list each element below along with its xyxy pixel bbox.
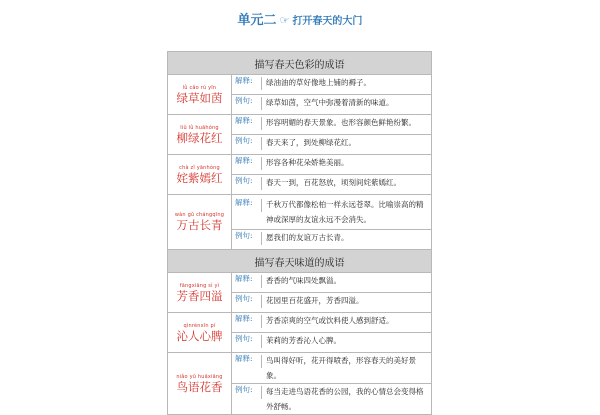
idiom-cell <box>168 155 232 195</box>
line-text: 茉莉的芳香沁人心脾。 <box>266 336 341 345</box>
explanation-cell <box>232 195 432 230</box>
explanation-cell <box>232 75 432 95</box>
line-text: 春天一到，百花怒放，顷刻间姹紫嫣红。 <box>266 178 401 187</box>
line-text: 芳香凉爽的空气或饮料使人感到舒适。 <box>266 316 394 325</box>
explanation-cell <box>232 313 432 333</box>
page-header <box>0 9 600 29</box>
example-cell <box>232 95 432 115</box>
idiom-text: 柳绿花红 <box>176 130 223 145</box>
page-title: 打开春天的大门 <box>292 16 363 27</box>
explanation-cell <box>232 155 432 175</box>
example-cell <box>232 333 432 353</box>
line-text: 香香的气味四处飘溢。 <box>266 276 341 285</box>
idiom-text: 万古长青 <box>176 218 223 232</box>
idiom-text: 鸟语花香 <box>176 379 223 394</box>
line-label: 解释: <box>235 116 253 125</box>
idiom-cell <box>168 75 232 115</box>
line-text: 每当走进鸟语花香的公园，我的心情总会变得格外舒畅。 <box>266 387 424 411</box>
explanation-cell <box>232 273 432 293</box>
pointing-hand-icon: ☞ <box>279 14 290 27</box>
idiom-cell <box>168 195 232 250</box>
line-label: 解释: <box>235 314 253 323</box>
line-label: 例句: <box>235 231 253 240</box>
idiom-text: 绿草如茵 <box>176 90 223 105</box>
example-cell <box>232 384 432 415</box>
line-label: 例句: <box>235 385 253 394</box>
idiom-cell <box>168 313 232 353</box>
idiom-pinyin: qìnrénxīn pí <box>183 322 216 329</box>
example-cell <box>232 230 432 250</box>
idiom-table <box>167 51 432 415</box>
line-label: 例句: <box>235 294 253 303</box>
line-label: 解释: <box>235 274 253 283</box>
table-row <box>168 75 432 95</box>
line-text: 形容明媚的春天景象。也形容颜色鲜艳纷繁。 <box>266 118 416 127</box>
line-label: 解释: <box>235 354 253 363</box>
idiom-cell <box>168 115 232 155</box>
idiom-text: 姹紫嫣红 <box>176 170 223 185</box>
line-text: 绿油油的草好像地上铺的褥子。 <box>266 78 371 87</box>
line-label: 例句: <box>235 176 253 185</box>
line-label: 例句: <box>235 334 253 343</box>
table-row <box>168 353 432 384</box>
idiom-cell <box>168 273 232 313</box>
section-title: 描写春天色彩的成语 <box>168 52 432 75</box>
unit-label: 单元二 <box>237 13 277 28</box>
example-cell <box>232 293 432 313</box>
example-cell <box>232 175 432 195</box>
idiom-text: 芳香四溢 <box>176 288 223 303</box>
line-text: 春天来了，到处柳绿花红。 <box>266 138 356 147</box>
example-cell <box>232 135 432 155</box>
line-label: 例句: <box>235 96 253 105</box>
idiom-pinyin: lǜ cǎo rú yīn <box>182 84 217 91</box>
idiom-pinyin: niǎo yǔ huāxiāng <box>176 373 223 380</box>
line-text: 鸟叫得好听，花开得喷香，形容春天的美好景象。 <box>266 356 416 380</box>
line-text: 形容各种花朵娇艳美丽。 <box>266 158 349 167</box>
line-text: 愿我们的友谊万古长青。 <box>266 233 349 242</box>
line-text: 花园里百花盛开，芳香四溢。 <box>266 296 364 305</box>
section-title: 描写春天味道的成语 <box>168 250 432 273</box>
explanation-cell <box>232 115 432 135</box>
idiom-pinyin: chà zǐ yānhóng <box>179 164 220 171</box>
table-row <box>168 115 432 135</box>
line-label: 解释: <box>235 156 253 165</box>
table-row <box>168 273 432 293</box>
line-text: 绿草如茵，空气中弥漫着清新的味道。 <box>266 98 394 107</box>
idiom-pinyin: fāngxiāng sì yì <box>179 282 220 289</box>
section-header-color <box>168 52 432 75</box>
line-label: 解释: <box>235 198 253 207</box>
idiom-text: 沁人心脾 <box>176 328 223 343</box>
table-row <box>168 313 432 333</box>
idiom-pinyin: wàn gǔ chángqīng <box>174 212 225 218</box>
line-text: 千秋万代都像松柏一样永远苍翠。比喻崇高的精神或深厚的友谊永远不会消失。 <box>266 200 424 224</box>
idiom-cell <box>168 353 232 415</box>
section-header-smell <box>168 250 432 273</box>
line-label: 例句: <box>235 136 253 145</box>
line-label: 解释: <box>235 76 253 85</box>
table-row <box>168 155 432 175</box>
explanation-cell <box>232 353 432 384</box>
table-row <box>168 195 432 230</box>
idiom-pinyin: liǔ lǜ huāhóng <box>180 124 219 131</box>
